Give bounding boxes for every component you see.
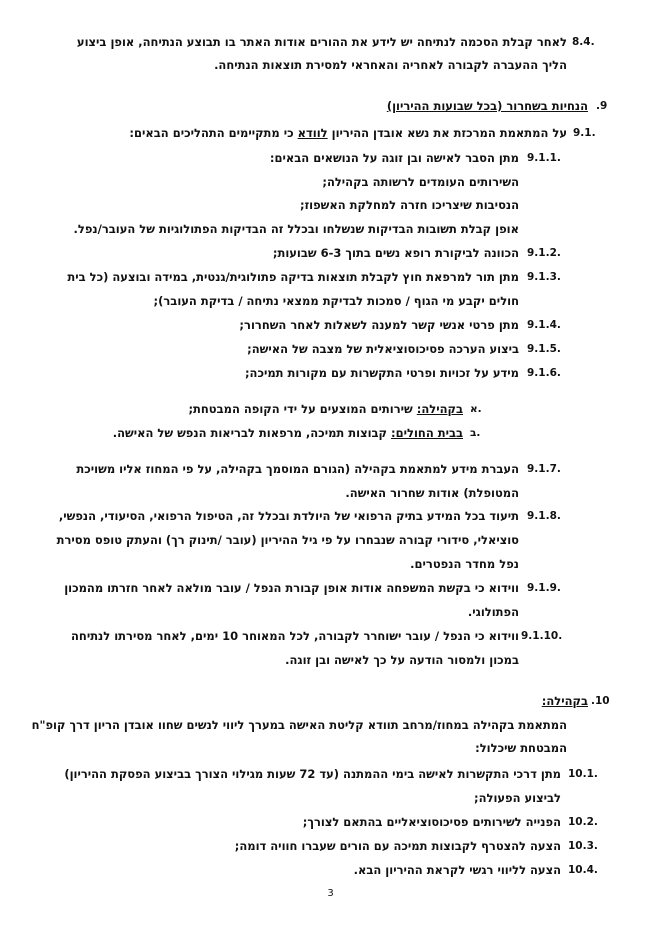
item-a-letter: א.: [470, 403, 482, 415]
section-10-4-text: הצעה לליווי רגשי לקראת ההיריון הבא.: [353, 863, 561, 877]
section-9-1-8-line-2: סוציאלי, סידורי קבורה שנבחרו על פי גיל ההיריון (עובר /תינוק רך) והעתק טופס מסירת: [56, 533, 519, 547]
section-9-1-1-line-4: אופן קבלת תשובות הבדיקות שנשלחו ובכלל זה הבדיקות הפתולוגיות של העובר/נפל.: [73, 222, 519, 236]
section-10-intro-line-1: המתאמת בקהילה במחוז/מרחב תוודא קליטת האישה במערך ליווי לנשים שחוו אובדן הריון דרך קופ"ח: [31, 718, 567, 732]
section-9-1-3-line-1: מתן תור למרפאת חוץ לקבלת תוצאות בדיקה פתולוגית/גנטית, במידה ובוצעה (כל בית: [67, 270, 519, 284]
section-9-1-9-line-1: ווידוא כי בקשת המשפחה אודות אופן קבורת הנפל / עובר מולאה לאחר חזרתו מהמכון: [64, 581, 519, 595]
section-9-1-8-number: 9.1.8.: [527, 510, 561, 522]
page-number: 3: [327, 888, 334, 899]
section-9-1-1-number: 9.1.1.: [527, 152, 561, 164]
section-10-number: .10: [591, 695, 610, 707]
section-10-3-text: הצעה להצטרף לקבוצות תמיכה עם הורים שעברו חוויה דומה;: [234, 839, 561, 853]
section-10-title: בקהילה:: [541, 694, 588, 708]
section-9-1-text: על המתאמת המרכזת את נשא אובדן ההיריון לוודא כי מתקיימים התהליכים הבאים:: [129, 126, 567, 140]
section-8-4-number: 8.4.: [572, 36, 595, 48]
section-9-1-1-line-2: השירותים העומדים לרשותה בקהילה;: [322, 175, 519, 189]
item-b-letter: ב.: [470, 427, 481, 439]
section-9-1-10-line-1: ווידוא כי הנפל / עובר ישוחרר לקבורה, לכל המאוחר 10 ימים, לאחר מסירתו לנתיחה: [71, 629, 519, 643]
item-a-text: בקהילה: שירותים המוצעים על ידי הקופה המבטחת;: [188, 402, 463, 416]
section-9-1-7-line-1: העברת מידע למתאמת בקהילה (הגורם המוסמך בקהילה, על פי המחוז אליו משויכת: [76, 462, 519, 476]
section-9-1-8-line-1: תיעוד בכל המידע בתיק הרפואי של היולדת ובכלל זה, הטיפול הרפואי, הסיעודי, הנפשי,: [58, 509, 519, 523]
section-9-1-4-text: מתן פרטי אנשי קשר למענה לשאלות לאחר השחרור;: [239, 318, 519, 332]
item-b-text: בבית החולים: קבוצות תמיכה, מרפאות לבריאות הנפש של האישה.: [112, 426, 463, 440]
section-9-1-6-text: מידע על זכויות ופרטי התקשרות עם מקורות תמיכה;: [244, 366, 519, 380]
section-10-2-text: הפנייה לשירותים פסיכוסוציאליים בהתאם לצורך;: [302, 815, 561, 829]
section-9-1-3-number: 9.1.3.: [527, 271, 561, 283]
section-9-1-6-number: 9.1.6.: [527, 367, 561, 379]
section-8-4-line-2: הליך ההעברה לקבורה לאחריה והאחראי למסירת תוצאות הנתיחה.: [214, 58, 567, 72]
section-9-1-8-line-3: נפל מחדר הנפטרים.: [410, 557, 519, 571]
section-9-1-7-line-2: המטופלת) אודות שחרור האישה.: [345, 486, 519, 500]
section-9-title: הנחיות בשחרור (בכל שבועות ההיריון): [386, 99, 588, 113]
verify-underlined: לוודא: [297, 126, 328, 140]
section-9-1-2-text: הכוונה לביקורת רופא נשים בתוך 6-3 שבועות;: [272, 246, 519, 260]
section-9-1-10-number: 9.1.10.: [521, 630, 563, 642]
section-9-1-1-line-3: הנסיבות שיצריכו חזרה למחלקת האשפוז;: [299, 198, 519, 212]
section-10-3-number: 10.3.: [568, 840, 598, 852]
section-9-1-1-line-1: מתן הסבר לאישה ובן זוגה על הנושאים הבאים:: [269, 151, 519, 165]
section-10-intro-line-2: המבטחת שיכלול:: [475, 741, 567, 755]
section-10-2-number: 10.2.: [568, 816, 598, 828]
section-9-number: .9: [596, 100, 608, 112]
section-10-1-line-2: לביצוע הפעולה;: [473, 791, 561, 805]
section-9-1-4-number: 9.1.4.: [527, 319, 561, 331]
section-9-1-number: 9.1.: [573, 127, 596, 139]
section-9-1-5-text: ביצוע הערכה פסיכוסוציאלית של מצבה של האישה;: [247, 342, 519, 356]
section-9-1-10-line-2: במכון ולמסור הודעה על כך לאישה ובן זוגה.: [285, 653, 519, 667]
section-9-1-3-line-2: חולים יקבע מי הגוף / סמכות לבדיקת ממצאי נתיחה / בדיקת העובר);: [153, 294, 519, 308]
section-9-1-7-number: 9.1.7.: [527, 463, 561, 475]
section-9-1-9-line-2: הפתולוגי.: [467, 605, 519, 619]
section-9-1-2-number: 9.1.2.: [527, 247, 561, 259]
section-9-1-9-number: 9.1.9.: [527, 582, 561, 594]
section-10-4-number: 10.4.: [568, 864, 598, 876]
section-9-1-5-number: 9.1.5.: [527, 343, 561, 355]
section-10-1-line-1: מתן דרכי התקשרות לאישה בימי ההמתנה (עד 72 שעות מגילוי הצורך בביצוע הפסקת ההיריון): [64, 767, 561, 781]
section-10-1-number: 10.1.: [568, 768, 598, 780]
section-8-4-line-1: לאחר קבלת הסכמה לנתיחה יש לידע את ההורים אודות האתר בו תבוצע הנתיחה, אופן ביצוע: [76, 35, 567, 49]
